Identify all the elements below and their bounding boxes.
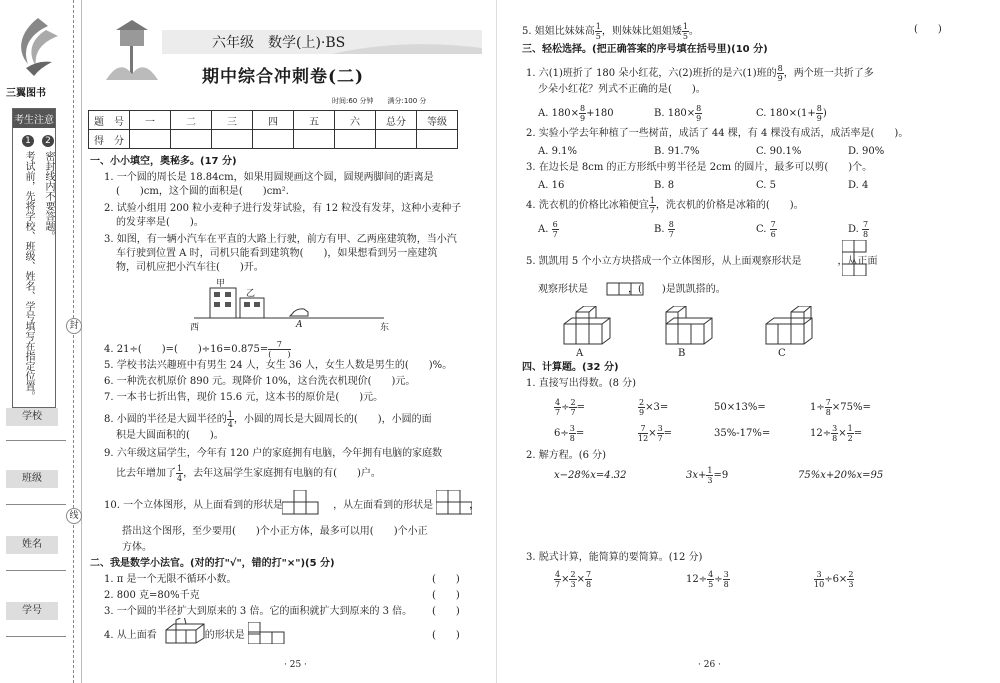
choice-1-option-a[interactable]: A. 180× $\frac{8}{9}$ +180	[538, 104, 614, 123]
question-7: 7. 一本书七折出售，现价 15.6 元，这本书的原价是( )元。	[104, 392, 384, 403]
choice-3-option-d[interactable]: D. 4	[848, 180, 869, 191]
page-number-left: · 25 ·	[284, 660, 307, 670]
cube-option-a-label[interactable]: A	[576, 348, 584, 359]
choice-1-option-b[interactable]: B. 180× $\frac{8}{9}$	[654, 104, 702, 123]
answer-paren[interactable]: ( )	[432, 590, 460, 601]
student-id-field: 学号	[6, 602, 58, 620]
question-2-line-1: 2. 试验小组用 200 粒小麦种子进行发芽试验，有 12 粒没有发芽，这种小麦种子	[104, 203, 462, 214]
question-2-line-2: 的发芽率是( )。	[116, 217, 204, 228]
equation-2: 3x+ $\frac{1}{3}$ =9	[686, 466, 729, 485]
exam-title: 期中综合冲刺卷(二)	[202, 67, 365, 87]
fraction: $\frac{1}{5}$	[595, 22, 601, 41]
seal-mark-feng: 封	[66, 318, 82, 334]
class-field: 班级	[6, 470, 58, 488]
choice-1-line-2: 少朵小红花？列式不正确的是( )。	[538, 84, 706, 95]
judge-3: 3. 一个圆的半径扩大到原来的 3 倍。它的面积就扩大到原来的 3 倍。	[104, 606, 413, 617]
choice-5-line-2: 观察形状是 ，( )是凯凯搭的。	[538, 284, 726, 295]
name-field: 姓名	[6, 536, 58, 554]
answer-paren[interactable]: ( )	[914, 24, 942, 35]
choice-2-option-a[interactable]: A. 9.1%	[538, 146, 577, 157]
choice-3-option-a[interactable]: A. 16	[538, 180, 565, 191]
cube-option-c-icon	[764, 306, 816, 346]
question-10-line-2: 搭出这个图形，至少要用( )个小正方体，最多可以用( )个小正	[122, 526, 428, 537]
table-cell: 总分	[376, 111, 417, 130]
judge-4: 4. 从上面看 的形状是	[104, 630, 245, 641]
top-view-shape-icon	[282, 490, 332, 520]
table-cell: 二	[171, 111, 212, 130]
grade-subject: 六年级 数学(上)·BS	[212, 35, 346, 51]
cube-option-c-label[interactable]: C	[778, 348, 786, 359]
student-id-field-line[interactable]	[6, 636, 66, 637]
question-9-line-1: 9. 六年级这届学生，今年有 120 户的家庭拥有电脑，今年拥有电脑的家庭数	[104, 448, 443, 459]
calc-item: $\frac{2}{9}$ ×3=	[639, 398, 669, 417]
score-cell[interactable]	[417, 130, 458, 149]
question-10-line-3: 方体。	[122, 542, 152, 553]
section-1-title: 一、小小填空，奥秘多。(17 分)	[90, 156, 237, 167]
calc-part-3-title: 3. 脱式计算，能简算的要简算。(12 分)	[526, 552, 703, 563]
choice-4-option-a[interactable]: A. $\frac{6}{7}$	[538, 220, 558, 239]
answer-paren[interactable]: ( )	[432, 574, 460, 585]
choice-4-option-c[interactable]: C. $\frac{7}{6}$	[756, 220, 776, 239]
fraction: $\frac{8}{9}$	[777, 64, 783, 83]
judge-2: 2. 800 克=80%千克	[104, 590, 200, 601]
answer-paren[interactable]: ( )	[432, 630, 460, 641]
table-cell: 等级	[417, 111, 458, 130]
table-cell: 得 分	[89, 130, 130, 149]
top-view-small-icon	[842, 240, 878, 276]
choice-1-option-c[interactable]: C. 180×(1+ $\frac{8}{9}$ )	[756, 104, 827, 123]
choice-2-option-b[interactable]: B. 91.7%	[654, 146, 700, 157]
left-view-shape-icon	[436, 490, 472, 520]
fraction: 7 ( )	[268, 340, 291, 359]
table-cell: 题 号	[89, 111, 130, 130]
calc-part-2-title: 2. 解方程。(6 分)	[526, 450, 607, 461]
choice-3-option-b[interactable]: B. 8	[654, 180, 675, 191]
table-cell: 一	[130, 111, 171, 130]
seal-line	[73, 0, 74, 683]
simplify-item: $\frac{3}{10}$ ÷6× $\frac{2}{3}$	[814, 570, 854, 589]
question-3-line-1: 3. 如图，有一辆小汽车在平直的大路上行驶，前方有甲、乙两座建筑物，当小汽	[104, 234, 457, 245]
east-label: 东	[380, 323, 390, 333]
calc-item: 50×13%=	[714, 402, 766, 413]
fraction: $\frac{1}{4}$	[227, 410, 233, 429]
score-table-score-row	[89, 130, 458, 149]
score-cell[interactable]	[212, 130, 253, 149]
score-cell[interactable]	[130, 130, 171, 149]
page-number-right: · 26 ·	[698, 660, 721, 670]
table-cell: 四	[253, 111, 294, 130]
name-field-line[interactable]	[6, 570, 66, 571]
choice-2-option-d[interactable]: D. 90%	[848, 146, 885, 157]
school-field: 学校	[6, 408, 58, 426]
choice-3-option-c[interactable]: C. 5	[756, 180, 777, 191]
question-8-line-1: 8. 小圆的半径是大圆半径的 $\frac{1}{4}$ ，小圆的周长是大圆周长的( )，小圆的面	[104, 410, 432, 429]
school-field-line[interactable]	[6, 440, 66, 441]
fraction: $\frac{1}{7}$	[649, 196, 655, 215]
equation-3: 75%x+20%x=95	[798, 470, 884, 481]
building-jia-label: 甲	[216, 279, 226, 289]
fraction: $\frac{1}{4}$	[177, 464, 183, 483]
question-9-line-2: 比去年增加了 $\frac{1}{4}$ ，去年这届学生家庭拥有电脑的有( )户。	[116, 464, 381, 483]
cube-option-b-label[interactable]: B	[678, 348, 686, 359]
calc-part-1-title: 1. 直接写出得数。(8 分)	[526, 378, 637, 389]
building-yi-label: 乙	[246, 289, 256, 299]
answer-paren[interactable]: ( )	[432, 606, 460, 617]
fraction: $\frac{1}{5}$	[682, 22, 688, 41]
publisher-logo-icon	[8, 12, 68, 92]
calc-item: $\frac{7}{12}$ × $\frac{3}{7}$ =	[638, 424, 673, 443]
notice-item-1: 1考试前，先将学校、班级、姓名、学号填写在指定位置。	[23, 136, 34, 401]
top-view-answer-icon	[248, 622, 286, 644]
judge-5: 5. 姐姐比妹妹高 $\frac{1}{5}$ ，则妹妹比姐姐矮 $\frac{1}{5}$ 。	[522, 22, 699, 41]
score-table-header-row	[89, 111, 458, 130]
table-cell: 三	[212, 111, 253, 130]
calc-item: 35%-17%=	[714, 428, 771, 439]
notice-item-2: 2密封线内不要答题。	[43, 136, 54, 241]
question-1-line-2: ( )cm，这个圆的面积是( )cm².	[116, 186, 289, 197]
choice-2-option-c[interactable]: C. 90.1%	[756, 146, 802, 157]
calc-item: 1÷ $\frac{7}{8}$ ×75%=	[810, 398, 871, 417]
position-a-label: A	[296, 320, 303, 330]
calc-item: $\frac{4}{7}$ ÷ $\frac{2}{7}$ =	[555, 398, 585, 417]
front-view-small-icon	[606, 282, 644, 296]
choice-1-line-1: 1. 六(1)班折了 180 朵小红花，六(2)班折的是六(1)班的 $\frac{8}{9}$ ，两个班一共折了多	[526, 64, 874, 83]
table-cell: 五	[294, 111, 335, 130]
question-6: 6. 一种洗衣机原价 890 元。现降价 10%，这台洗衣机现价( )元。	[104, 376, 416, 387]
exam-meta: 时间:60 分钟 满分:100 分	[332, 97, 427, 105]
simplify-item: 12÷ $\frac{4}{5}$ ÷ $\frac{3}{8}$	[686, 570, 729, 589]
score-cell[interactable]	[253, 130, 294, 149]
score-table	[88, 110, 458, 149]
question-10-line-1: 10. 一个立体图形，从上面看到的形状是 ，从左面看到的形状是 ，	[104, 500, 480, 511]
section-3-title: 三、轻松选择。(把正确答案的序号填在括号里)(10 分)	[522, 44, 768, 55]
equation-1: x−28%x=4.32	[554, 470, 627, 481]
choice-3: 3. 在边长是 8cm 的正方形纸中剪半径是 2cm 的圆片，最多可以剪( )个。	[526, 162, 873, 173]
cube-option-b-icon	[664, 306, 716, 346]
notice-box	[12, 108, 56, 408]
binding-sidebar	[0, 0, 82, 683]
question-3-line-3: 物，司机应把小汽车往( )开。	[116, 262, 264, 273]
simplify-item: $\frac{4}{7}$ × $\frac{2}{3}$ × $\frac{7}{8}$	[555, 570, 592, 589]
judge-1: 1. π 是一个无限不循环小数。	[104, 574, 237, 585]
choice-4-option-b[interactable]: B. $\frac{8}{7}$	[654, 220, 674, 239]
west-label: 西	[190, 323, 200, 333]
question-5: 5. 学校书法兴趣班中有男生 24 人，女生 36 人，女生人数是男生的( )%。	[104, 360, 453, 371]
question-3-line-2: 车行驶到位置 A 时，司机只能看到建筑物( )，如果想看到另一座建筑	[116, 248, 438, 259]
choice-5-line-1: 5. 凯凯用 5 个小立方块搭成一个立体图形，从上面观察形状是 ，从正面	[526, 256, 878, 267]
seal-mark-xian: 线	[66, 508, 82, 524]
calc-item: 6÷ $\frac{3}{8}$ =	[554, 424, 585, 443]
score-cell[interactable]	[294, 130, 335, 149]
section-2-title: 二、我是数学小法官。(对的打"√"，错的打"×")(5 分)	[90, 558, 335, 569]
calc-item: 12÷ $\frac{3}{8}$ × $\frac{1}{2}$ =	[810, 424, 863, 443]
score-cell[interactable]	[171, 130, 212, 149]
notice-title: 考生注意	[13, 109, 55, 128]
score-cell[interactable]	[335, 130, 376, 149]
road-figure	[190, 278, 394, 333]
section-4-title: 四、计算题。(32 分)	[522, 362, 619, 373]
table-cell: 六	[335, 111, 376, 130]
question-4: 4. 21÷( )=( )÷16=0.875= 7 ( )	[104, 340, 291, 359]
brand-name: 三翼图书	[6, 88, 46, 99]
score-cell[interactable]	[376, 130, 417, 149]
choice-4-option-d[interactable]: D. $\frac{7}{8}$	[848, 220, 869, 239]
cube-option-a-icon	[562, 306, 614, 346]
choice-4: 4. 洗衣机的价格比冰箱便宜 $\frac{1}{7}$ ，洗衣机的价格是冰箱的( )。	[526, 196, 804, 215]
class-field-line[interactable]	[6, 504, 66, 505]
page-spine	[496, 0, 497, 683]
cube-group-icon	[164, 618, 208, 644]
choice-2: 2. 实验小学去年种植了一些树苗，成活了 44 棵，有 4 棵没有成活，成活率是( )。	[526, 128, 909, 139]
question-8-line-2: 积是大圆面积的( )。	[116, 430, 224, 441]
question-1-line-1: 1. 一个圆的周长是 18.84cm，如果用圆规画这个圆，圆规两脚间的距离是	[104, 172, 434, 183]
